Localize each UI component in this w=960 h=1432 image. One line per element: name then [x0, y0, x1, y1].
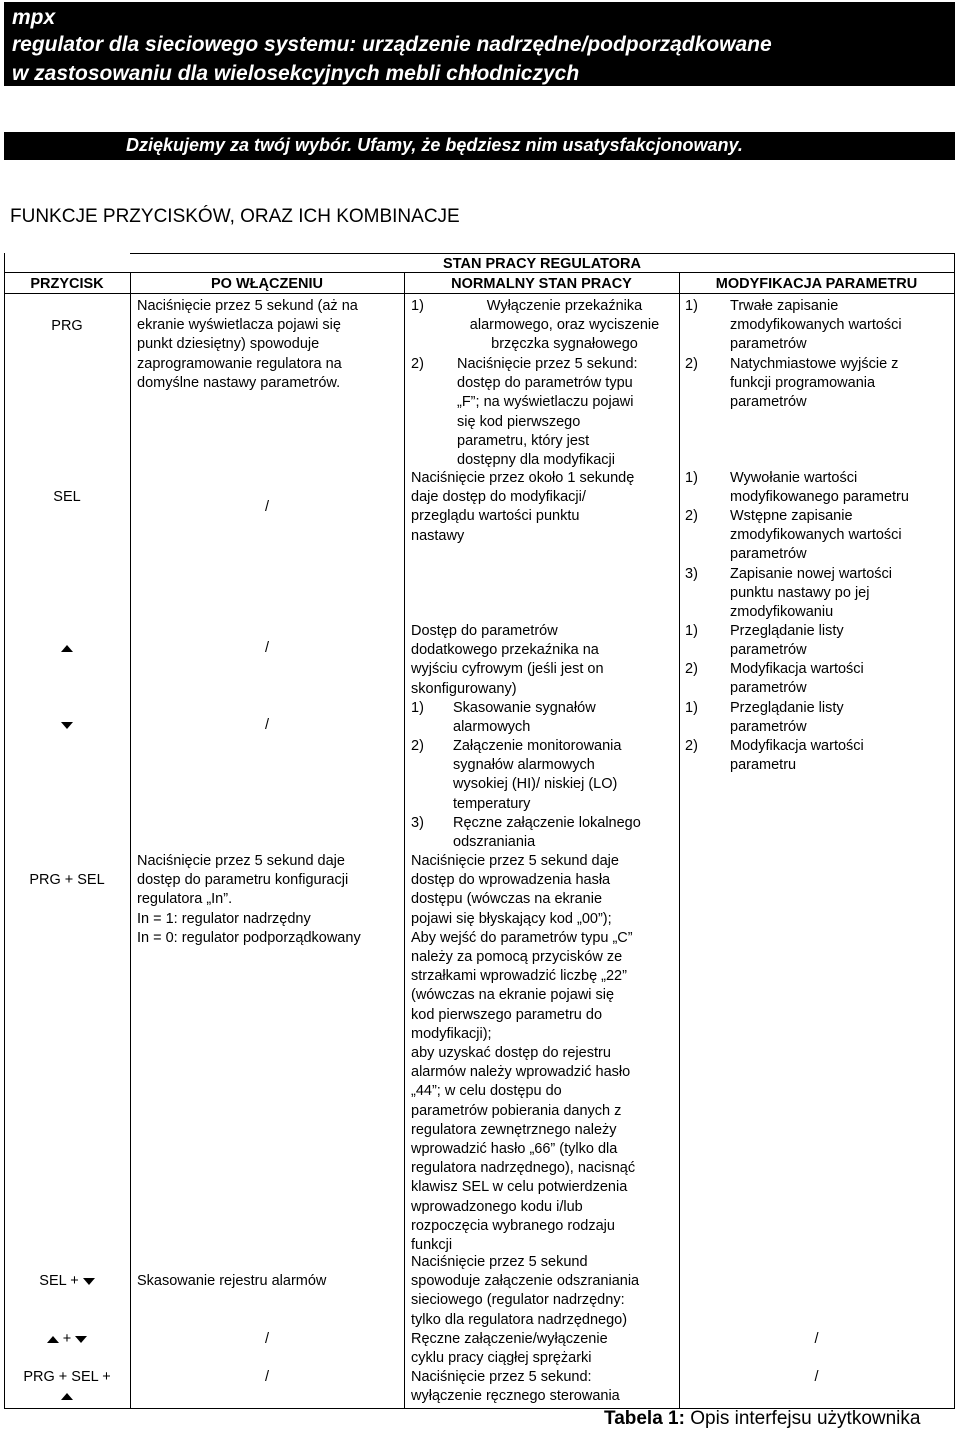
prg-after-power-on: Naciśnięcie przez 5 sekund (aż na ekranie wyświetlacza pojawi się punkt dziesiętny) spowoduje zaprogramowanie regulatora na domyślne nastawy parametrów. — [137, 298, 358, 391]
col-header-after-power-on: PO WŁĄCZENIU — [211, 276, 323, 292]
table-border-top — [130, 253, 955, 254]
col-header-button: PRZYCISK — [30, 276, 104, 292]
sel-after-power-on: / — [264, 499, 270, 515]
key-prg: PRG — [51, 318, 83, 334]
key-sel-down: SEL + — [4, 1272, 130, 1291]
down-arrow-icon — [61, 722, 73, 729]
product-name: mpx — [12, 6, 56, 29]
sel-edit-item-2: 2) Wstępne zapisanie zmodyfikowanych wartości parametrów — [685, 508, 902, 563]
down-after-power-on: / — [264, 717, 270, 733]
prg-sel-up-normal: Naciśnięcie przez 5 sekund: wyłączenie ręcznego sterowania — [411, 1369, 620, 1405]
prg-edit-item-2: 2) Natychmiastowe wyjście z funkcji programowania parametrów — [685, 356, 899, 411]
prg-normal-item-1: 1) Wyłączenie przekaźnika alarmowego, oraz wyciszenie brzęczka sygnałowego — [411, 298, 660, 353]
down-edit-item-1: 1) Przeglądanie listy parametrów — [685, 700, 844, 736]
up-arrow-icon — [47, 1336, 59, 1343]
down-edit-item-2: 2) Modyfikacja wartości parametru — [685, 738, 864, 774]
down-arrow-icon — [83, 1278, 95, 1285]
up-down-after-power-on: / — [264, 1331, 270, 1347]
key-prg-sel: PRG + SEL — [29, 872, 105, 888]
prg-sel-up-after-power-on: / — [264, 1369, 270, 1385]
col-divider-2 — [404, 272, 405, 1409]
product-subtitle-line2: w zastosowaniu dla wielosekcyjnych mebli chłodniczych — [12, 62, 580, 85]
down-normal-item-2: 2) Załączenie monitorowania sygnałów alarmowych wysokiej (HI)/ niskiej (LO) temperatury — [411, 738, 622, 812]
down-arrow-icon — [75, 1336, 87, 1343]
prg-sel-after-power-on: Naciśnięcie przez 5 sekund daje dostęp do parametru konfiguracji regulatora „In”. In = 1: regulator nadrzędny In = 0: regulator podporządkowany — [137, 853, 361, 946]
table-border-left — [4, 253, 5, 1409]
sel-down-normal: Naciśnięcie przez 5 sekund spowoduje załączenie odszraniania sieciowego (regulator nadrzędny: tylko dla regulatora nadrzędnego) — [411, 1254, 640, 1328]
down-normal-item-1: 1) Skasowanie sygnałów alarmowych — [411, 700, 596, 736]
col-divider-3 — [679, 272, 680, 1409]
prg-sel-normal: Naciśnięcie przez 5 sekund daje dostęp do wprowadzenia hasła dostępu (wówczas na ekranie pojawi się błyskający kod „00”); Aby wejść do parametrów typu „C” należy za pomocą przycisków ze strzałkami wprowadzić liczbę „22” (wówczas na ekranie pojawi się kod pierwszego parametru do modyfikacji); aby uzyskać dostęp do rejestru alarmów należy wprowadzić hasło „44”; w celu dostępu do parametrów pobierania danych z regulatora zewnętrznego należy wprowadzić hasło „66” (tylko dla regulatora nadrzędnego), nacisnąć klawisz SEL w celu potwierdzenia wprowadzonego kodu i/lub rozpoczęcia wybranego rodzaju funkcji — [411, 853, 636, 1254]
product-subtitle-line1: regulator dla sieciowego systemu: urządzenie nadrzędne/podporządkowane — [12, 33, 772, 56]
thanks-text: Dziękujemy za twój wybór. Ufamy, że będziesz nim usatysfakcjonowany. — [126, 135, 743, 155]
key-prg-sel-up: PRG + SEL + — [4, 1368, 130, 1406]
button-functions-table — [4, 253, 955, 1409]
prg-normal-item-2: 2) Naciśnięcie przez 5 sekund: dostęp do parametrów typu „F”; na wyświetlaczu pojawi się kod pierwszego parametru, który jest dostępny dla modyfikacji — [411, 356, 638, 469]
sel-edit-item-3: 3) Zapisanie nowej wartości punktu nastawy po jej zmodyfikowaniu — [685, 566, 892, 621]
section-title: FUNKCJE PRZYCISKÓW, ORAZ ICH KOMBINACJE — [10, 206, 460, 227]
key-up-down: + — [4, 1330, 130, 1349]
up-down-edit: / — [814, 1331, 819, 1347]
table-border-right — [954, 253, 955, 1409]
key-down — [4, 716, 130, 735]
up-edit-item-1: 1) Przeglądanie listy parametrów — [685, 623, 844, 659]
title-banner — [4, 2, 955, 86]
group-header: STAN PRACY REGULATORA — [443, 256, 641, 272]
key-sel: SEL — [53, 489, 81, 505]
up-edit-item-2: 2) Modyfikacja wartości parametrów — [685, 661, 864, 697]
prg-sel-up-edit: / — [814, 1369, 819, 1385]
key-up — [4, 639, 130, 658]
sel-normal: Naciśnięcie przez około 1 sekundę daje dostęp do modyfikacji/ przeglądu wartości punktu nastawy — [411, 470, 635, 544]
thanks-banner — [4, 132, 955, 160]
up-normal: Dostęp do parametrów dodatkowego przekaźnika na wyjściu cyfrowym (jeśli jest on skonfigurowany) — [411, 623, 604, 697]
table-caption: Tabela 1: Opis interfejsu użytkownika — [604, 1408, 921, 1429]
down-normal-item-3: 3) Ręczne załączenie lokalnego odszraniania — [411, 815, 641, 851]
up-arrow-icon — [61, 645, 73, 652]
col-divider-1 — [130, 272, 131, 1409]
prg-edit-item-1: 1) Trwałe zapisanie zmodyfikowanych wartości parametrów — [685, 298, 902, 353]
sel-down-after-power-on: Skasowanie rejestru alarmów — [137, 1273, 327, 1289]
col-header-normal-state: NORMALNY STAN PRACY — [451, 276, 632, 292]
sel-edit-item-1: 1) Wywołanie wartości modyfikowanego parametru — [685, 470, 909, 506]
up-arrow-icon — [61, 1393, 73, 1400]
up-down-normal: Ręczne załączenie/wyłączenie cyklu pracy ciągłej sprężarki — [411, 1331, 608, 1367]
up-after-power-on: / — [264, 640, 270, 656]
col-header-parameter-edit: MODYFIKACJA PARAMETRU — [715, 276, 918, 292]
